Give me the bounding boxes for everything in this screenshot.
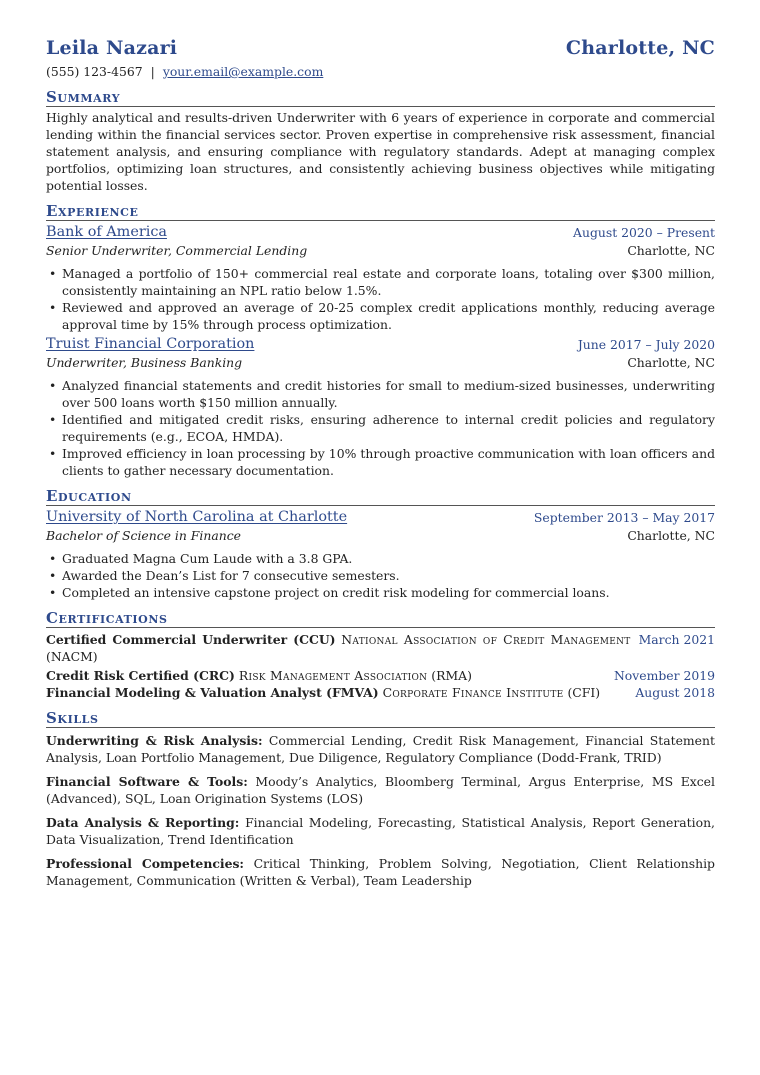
job-location: Charlotte, NC bbox=[627, 243, 715, 258]
education-location: Charlotte, NC bbox=[627, 528, 715, 543]
skill-group-text: Financial Modeling, Forecasting, Statistical Analysis, Report Generation, Data Visualization, Trend Identification bbox=[46, 815, 715, 847]
employer-name[interactable]: Bank of America bbox=[46, 224, 167, 240]
job-entry bbox=[46, 224, 715, 333]
contact-line bbox=[46, 63, 715, 80]
section-title-certifications: Certifications bbox=[46, 610, 715, 628]
section-title-skills: Skills bbox=[46, 710, 715, 728]
school-name[interactable]: University of North Carolina at Charlotte bbox=[46, 509, 348, 525]
phone-number: (555) 123-4567 bbox=[46, 64, 143, 79]
list-item: • Improved efficiency in loan processing by 10% through proactive communication with loan officers and clients to gather necessary documentation. bbox=[62, 445, 715, 479]
certification-name: Certified Commercial Underwriter (CCU) bbox=[46, 632, 336, 647]
certification-date: August 2018 bbox=[635, 685, 715, 700]
job-dates: August 2020 – Present bbox=[573, 225, 715, 240]
certification-issuer: Risk Management Association bbox=[238, 668, 428, 683]
job-bullets bbox=[46, 265, 715, 333]
certification-issuer-abbr: (NACM) bbox=[46, 649, 98, 664]
list-item: • Completed an intensive capstone project on credit risk modeling for commercial loans. bbox=[62, 584, 715, 601]
job-title: Senior Underwriter, Commercial Lending bbox=[46, 243, 308, 258]
section-title-experience: Experience bbox=[46, 203, 715, 221]
certification-item bbox=[46, 684, 715, 701]
email-link[interactable]: your.email@example.com bbox=[162, 64, 324, 79]
certification-issuer-abbr: (CFI) bbox=[567, 685, 601, 700]
candidate-name: Leila Nazari bbox=[46, 37, 178, 59]
list-item: • Awarded the Dean’s List for 7 consecutive semesters. bbox=[62, 567, 715, 584]
certification-item bbox=[46, 631, 715, 665]
skill-group-label: Financial Software & Tools: bbox=[46, 774, 248, 789]
resume-page bbox=[46, 37, 715, 889]
degree: Bachelor of Science in Finance bbox=[46, 528, 241, 543]
certification-date: March 2021 bbox=[638, 632, 715, 647]
list-item: • Managed a portfolio of 150+ commercial real estate and corporate loans, totaling over $300 million, consistently maintaining an NPL ratio below 1.5%. bbox=[62, 265, 715, 299]
section-title-education: Education bbox=[46, 488, 715, 506]
certification-name: Credit Risk Certified (CRC) bbox=[46, 668, 235, 683]
job-title: Underwriter, Business Banking bbox=[46, 355, 243, 370]
job-bullets bbox=[46, 377, 715, 479]
employer-name[interactable]: Truist Financial Corporation bbox=[46, 336, 255, 352]
skill-group bbox=[46, 732, 715, 766]
skill-group-text: Critical Thinking, Problem Solving, Negotiation, Client Relationship Management, Communication (Written & Verbal), Team Leadership bbox=[46, 856, 715, 888]
skill-group bbox=[46, 773, 715, 807]
skill-group-label: Underwriting & Risk Analysis: bbox=[46, 733, 263, 748]
skill-group bbox=[46, 855, 715, 889]
candidate-location: Charlotte, NC bbox=[565, 37, 715, 59]
list-item: • Graduated Magna Cum Laude with a 3.8 GPA. bbox=[62, 550, 715, 567]
certification-name: Financial Modeling & Valuation Analyst (FMVA) bbox=[46, 685, 379, 700]
skill-group-text: Moody’s Analytics, Bloomberg Terminal, Argus Enterprise, MS Excel (Advanced), SQL, Loan Origination Systems (LOS) bbox=[46, 774, 715, 806]
summary-text: Highly analytical and results-driven Underwriter with 6 years of experience in corporate and commercial lending within the financial services sector. Proven expertise in comprehensive risk assessment, financial statement analysis, and ensuring compliance with regulatory standards. Adept at managing complex portfolios, optimizing loan structures, and consistently achieving business objectives while mitigating potential losses. bbox=[46, 110, 715, 193]
certification-issuer: National Association of Credit Management bbox=[341, 632, 631, 647]
list-item: • Analyzed financial statements and credit histories for small to medium-sized businesses, underwriting over 500 loans worth $150 million annually. bbox=[62, 377, 715, 411]
skill-group-label: Data Analysis & Reporting: bbox=[46, 815, 240, 830]
education-dates: September 2013 – May 2017 bbox=[533, 510, 715, 525]
list-item: • Reviewed and approved an average of 20-25 complex credit applications monthly, reducing average approval time by 15% through process optimization. bbox=[62, 299, 715, 333]
job-entry bbox=[46, 336, 715, 479]
certification-item bbox=[46, 667, 715, 684]
skill-group-text: Commercial Lending, Credit Risk Management, Financial Statement Analysis, Loan Portfolio Management, Due Diligence, Regulatory Compliance (Dodd-Frank, TRID) bbox=[46, 733, 715, 765]
certification-issuer: Corporate Finance Institute bbox=[382, 685, 564, 700]
certification-issuer-abbr: (RMA) bbox=[431, 668, 472, 683]
list-item: • Identified and mitigated credit risks, ensuring adherence to internal credit policies and regulatory requirements (e.g., ECOA, HMDA). bbox=[62, 411, 715, 445]
section-title-summary: Summary bbox=[46, 89, 715, 107]
job-location: Charlotte, NC bbox=[627, 355, 715, 370]
skill-group-label: Professional Competencies: bbox=[46, 856, 245, 871]
resume-header bbox=[46, 37, 715, 59]
certification-date: November 2019 bbox=[613, 668, 715, 683]
education-bullets bbox=[46, 550, 715, 601]
job-dates: June 2017 – July 2020 bbox=[577, 337, 715, 352]
skill-group bbox=[46, 814, 715, 848]
certifications-list bbox=[46, 631, 715, 701]
education-entry bbox=[46, 509, 715, 601]
contact-separator: | bbox=[150, 64, 155, 79]
